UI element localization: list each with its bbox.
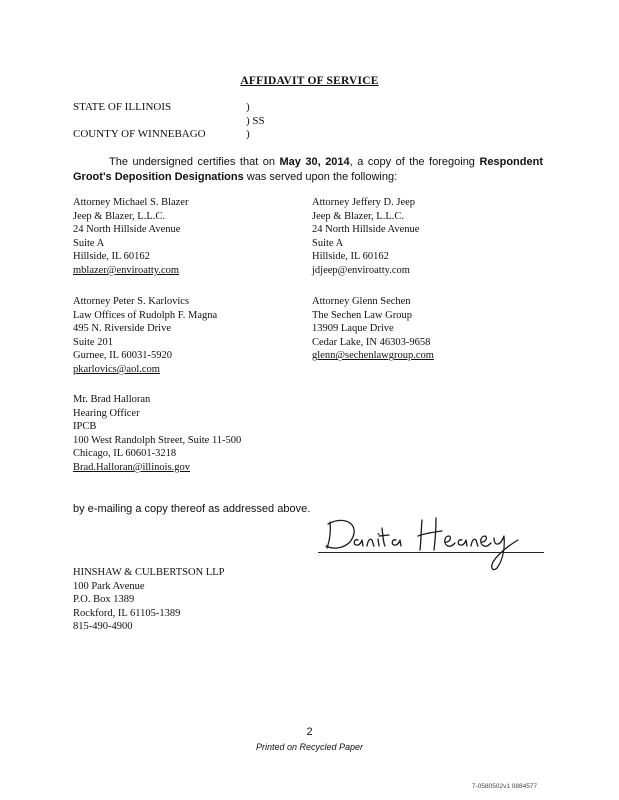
firm-block bbox=[73, 566, 224, 634]
recipient-line: Gurnee, IL 60031-5920 bbox=[73, 350, 173, 362]
intro-paragraph bbox=[73, 155, 543, 185]
recipient-block bbox=[73, 295, 217, 377]
footer-note: Printed on Recycled Paper bbox=[255, 742, 364, 752]
service-date: May 30, 2014 bbox=[279, 156, 350, 168]
recipient-line: 13909 Laque Drive bbox=[312, 323, 394, 335]
recipient-line: Suite 201 bbox=[73, 336, 113, 348]
recipient-line: Hillside, IL 60162 bbox=[73, 251, 150, 263]
signature-image bbox=[322, 506, 532, 576]
recipient-line: IPCB bbox=[73, 421, 97, 433]
intro-text: was served upon the following: bbox=[243, 171, 398, 183]
recipient-line: The Sechen Law Group bbox=[312, 309, 413, 321]
venue-state: STATE OF ILLINOIS bbox=[73, 101, 172, 113]
page-title: AFFIDAVIT OF SERVICE bbox=[240, 75, 379, 87]
recipient-line: Mr. Brad Halloran bbox=[73, 394, 151, 405]
recipient-line: Attorney Glenn Sechen bbox=[312, 296, 411, 307]
venue-paren: ) bbox=[246, 101, 250, 113]
recipient-line: Hearing Officer bbox=[73, 407, 140, 419]
firm-city: Rockford, IL 61105-1389 bbox=[73, 607, 181, 619]
recipient-line: Chicago, IL 60601-3218 bbox=[73, 448, 177, 460]
intro-text: , a copy of the foregoing bbox=[349, 156, 480, 168]
document-number: 7-0580502v1 0884577 bbox=[472, 783, 538, 790]
firm-name: HINSHAW & CULBERTSON LLP bbox=[73, 567, 225, 578]
recipient-block bbox=[312, 196, 419, 278]
recipient-block bbox=[73, 393, 241, 475]
recipient-line: Suite A bbox=[312, 237, 344, 249]
recipient-line: 100 West Randolph Street, Suite 11-500 bbox=[73, 434, 242, 446]
recipient-line: Attorney Peter S. Karlovics bbox=[73, 296, 190, 307]
page-number: 2 bbox=[306, 726, 313, 738]
recipient-email[interactable]: glenn@sechenlawgroup.com bbox=[312, 350, 434, 362]
recipient-block bbox=[73, 196, 188, 278]
recipient-block bbox=[312, 295, 434, 363]
venue-ss: ) SS bbox=[246, 115, 265, 127]
recipient-line: Hillside, IL 60162 bbox=[312, 251, 389, 263]
recipient-line: Jeep & Blazer, L.L.C. bbox=[73, 210, 166, 222]
recipient-line: Suite A bbox=[73, 237, 105, 249]
recipient-line: Cedar Lake, IN 46303-9658 bbox=[312, 336, 431, 348]
venue-paren: ) bbox=[246, 128, 250, 140]
recipient-line: Law Offices of Rudolph F. Magna bbox=[73, 309, 218, 321]
recipient-line: 24 North Hillside Avenue bbox=[312, 224, 420, 236]
recipient-line: Attorney Jeffery D. Jeep bbox=[312, 197, 416, 208]
intro-text: The undersigned certifies that on bbox=[109, 156, 280, 168]
recipient-line: Attorney Michael S. Blazer bbox=[73, 197, 189, 208]
recipient-email[interactable]: mblazer@enviroatty.com bbox=[73, 264, 180, 276]
document-name: Respondent Groot's Deposition Designations bbox=[73, 156, 543, 183]
firm-phone: 815-490-4900 bbox=[73, 621, 133, 633]
recipient-email[interactable]: Brad.Halloran@illinois.gov bbox=[73, 461, 190, 473]
recipient-email[interactable]: pkarlovics@aol.com bbox=[73, 363, 160, 375]
recipient-email[interactable]: jdjeep@enviroatty.com bbox=[312, 264, 410, 276]
firm-street: 100 Park Avenue bbox=[73, 580, 145, 592]
venue-county: COUNTY OF WINNEBAGO bbox=[73, 128, 206, 140]
recipient-line: Jeep & Blazer, L.L.C. bbox=[312, 210, 405, 222]
firm-po-box: P.O. Box 1389 bbox=[73, 594, 135, 606]
recipient-line: 24 North Hillside Avenue bbox=[73, 224, 181, 236]
recipient-line: 495 N. Riverside Drive bbox=[73, 323, 171, 335]
service-method: by e-mailing a copy thereof as addressed above. bbox=[73, 503, 311, 515]
signature-line bbox=[318, 552, 544, 553]
